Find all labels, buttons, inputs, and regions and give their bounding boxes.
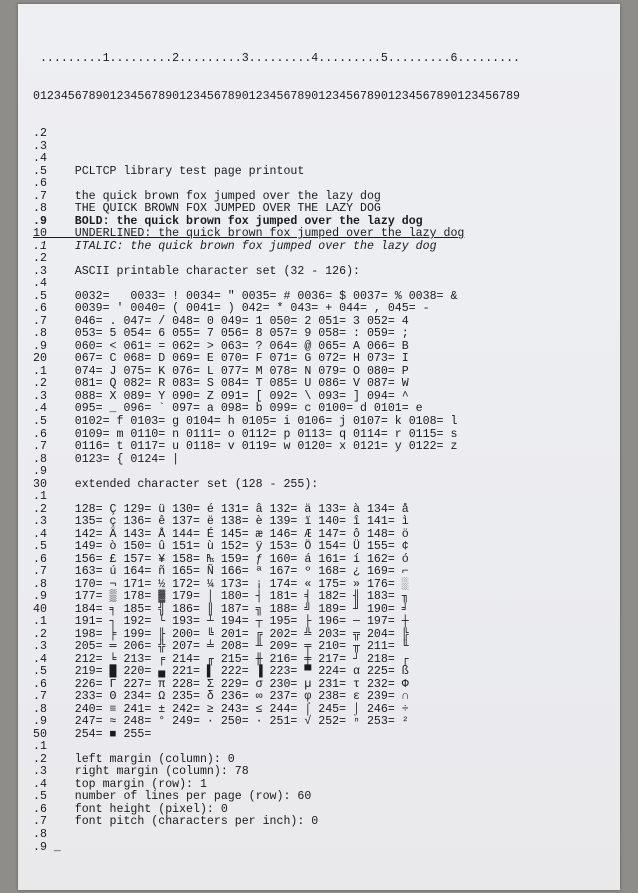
printout-line: 40 184= ╕ 185= ╣ 186= ║ 187= ╗ 188= ╝ 189= ╜ 190= ╛	[33, 602, 409, 616]
printout-line: .6 0109= m 0110= n 0111= o 0112= p 0113= q 0114= r 0115= s	[33, 427, 458, 441]
printout-line: .3 right margin (column): 78	[33, 765, 249, 779]
printout-line: .7 233= Θ 234= Ω 235= δ 236= ∞ 237= φ 238= ε 239= ∩	[33, 690, 409, 704]
printed-page	[18, 4, 620, 890]
printout-line: .3 135= ç 136= ê 137= ë 138= è 139= ï 140= î 141= ì	[33, 515, 409, 529]
printout-line: .8 240= ≡ 241= ± 242= ≥ 243= ≤ 244= ⌠ 245= ⌡ 246= ÷	[33, 702, 409, 716]
page-text	[33, 28, 520, 879]
printout-line: .9 247= ≈ 248= ° 249= · 250= · 251= √ 252= ⁿ 253= ²	[33, 715, 409, 729]
printout-line: .4 095= _ 096= ` 097= a 098= b 099= c 0100= d 0101= e	[33, 402, 423, 416]
printout-line: .4 top margin (row): 1	[33, 777, 207, 791]
printout-line: 20 067= C 068= D 069= E 070= F 071= G 072= H 073= I	[33, 352, 409, 366]
printout-line: .5 0102= f 0103= g 0104= h 0105= i 0106= j 0107= k 0108= l	[33, 414, 458, 428]
column-ruler-tens: .........1.........2.........3.........4.........5.........6.........	[33, 52, 521, 66]
printout-line: .6	[33, 177, 47, 191]
printout-line: .5 219= █ 220= ▄ 221= ▌ 222= ▐ 223= ▀ 224= α 225= ß	[33, 665, 409, 679]
printout-line: .2 left margin (column): 0	[33, 752, 235, 766]
printout-line: .2 128= Ç 129= ü 130= é 131= â 132= ä 133= à 134= å	[33, 502, 409, 516]
printout-line: .7 0116= t 0117= u 0118= v 0119= w 0120= x 0121= y 0122= z	[33, 440, 458, 454]
printout-line: .4	[33, 277, 47, 291]
printout-line: .7 font pitch (characters per inch): 0	[33, 815, 319, 829]
printout-line: .2	[33, 252, 47, 266]
printout-line: .7 046= . 047= / 048= 0 049= 1 050= 2 051= 3 052= 4	[33, 314, 409, 328]
printout-line: .2	[33, 127, 47, 141]
printout-line: .3	[33, 139, 47, 153]
printout-line: .1 191= ┐ 192= └ 193= ┴ 194= ┬ 195= ├ 196= ─ 197= ┼	[33, 615, 409, 629]
printout-line: .5 149= ò 150= û 151= ù 152= ÿ 153= Ö 154= Ü 155= ¢	[33, 540, 409, 554]
printout-line: .8 0123= { 0124= |	[33, 452, 180, 466]
printout-line: .5 0032= 0033= ! 0034= " 0035= # 0036= $ 0037= % 0038= &	[33, 289, 458, 303]
printout-line: .1 074= J 075= K 076= L 077= M 078= N 079= O 080= P	[33, 364, 409, 378]
printout-line: 30 extended character set (128 - 255):	[33, 477, 319, 491]
column-ruler-units: 0123456789012345678901234567890123456789012345678901234567890123456789	[33, 89, 521, 103]
printout-line: .6 0039= ' 0040= ( 0041= ) 042= * 043= + 044= , 045= -	[33, 302, 430, 316]
printout-line: .9 _	[33, 840, 61, 854]
printout-line: .2 198= ╞ 199= ╟ 200= ╚ 201= ╔ 202= ╩ 203= ╦ 204= ╠	[33, 627, 409, 641]
printout-line: .4 142= Ä 143= Å 144= É 145= æ 146= Æ 147= ô 148= ö	[33, 527, 409, 541]
printout-line: .9 177= ▒ 178= ▓ 179= │ 180= ┤ 181= ╡ 182= ╢ 183= ╖	[33, 590, 409, 604]
printout-line: .8 170= ¬ 171= ½ 172= ¼ 173= ¡ 174= « 175= » 176= ░	[33, 577, 409, 591]
printout-line: .4 212= ╘ 213= ╒ 214= ╓ 215= ╫ 216= ╪ 217= ┘ 218= ┌	[33, 652, 409, 666]
printout-line: .6 156= £ 157= ¥ 158= ₧ 159= ƒ 160= á 161= í 162= ó	[33, 552, 409, 566]
printout-line: .1	[33, 740, 47, 754]
printout-line: .7 163= ú 164= ñ 165= Ñ 166= ª 167= º 168= ¿ 169= ⌐	[33, 565, 409, 579]
printout-line: .3 088= X 089= Y 090= Z 091= [ 092= \ 093= ] 094= ^	[33, 389, 409, 403]
printout-line: .8 053= 5 054= 6 055= 7 056= 8 057= 9 058= : 059= ;	[33, 327, 409, 341]
printout-line: .1 ITALIC: the quick brown fox jumped over the lazy dog	[33, 239, 437, 253]
printout-line: .7 the quick brown fox jumped over the lazy dog	[33, 189, 381, 203]
printout-line: .6 226= Γ 227= π 228= Σ 229= σ 230= µ 231= τ 232= Φ	[33, 677, 409, 691]
printout-line: .9 060= < 061= = 062= > 063= ? 064= @ 065= A 066= B	[33, 339, 409, 353]
printout-lines	[33, 128, 520, 854]
printout-line: 50 254= ■ 255=	[33, 727, 152, 741]
printout-line: .5 PCLTCP library test page printout	[33, 164, 305, 178]
printout-line: .9 BOLD: the quick brown fox jumped over the lazy dog	[33, 214, 423, 228]
printout-line: .4	[33, 152, 47, 166]
printout-line: .1	[33, 490, 47, 504]
printout-line: .9	[33, 465, 47, 479]
printout-line: .2 081= Q 082= R 083= S 084= T 085= U 086= V 087= W	[33, 377, 409, 391]
printout-line: .8 THE QUICK BROWN FOX JUMPED OVER THE LAZY DOG	[33, 202, 381, 216]
printout-line: .8	[33, 828, 47, 841]
printout-line: .6 font height (pixel): 0	[33, 802, 228, 816]
printout-line: .5 number of lines per page (row): 60	[33, 790, 312, 804]
printout-line: .3 ASCII printable character set (32 - 126):	[33, 264, 360, 278]
printout-line: 10 UNDERLINED: the quick brown fox jumped over the lazy dog	[33, 227, 465, 241]
printout-line: .3 205= ═ 206= ╬ 207= ╧ 208= ╨ 209= ╤ 210= ╥ 211= ╙	[33, 640, 409, 654]
